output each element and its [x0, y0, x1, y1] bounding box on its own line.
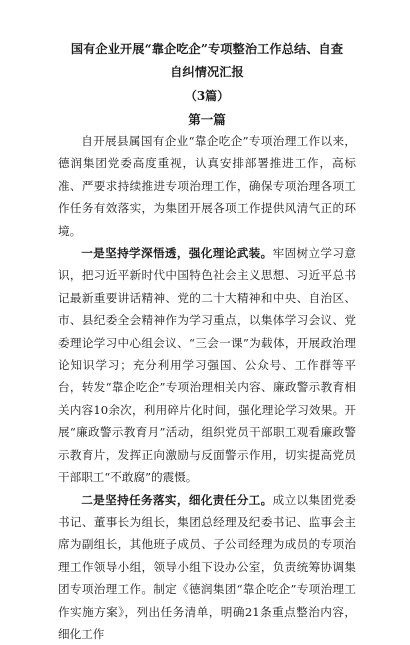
paragraph-1-body: 牢固树立学习意识，把习近平新时代中国特色社会主义思想、习近平总书记最新重要讲话精神、党的二十大精神和中央、自治区、市、县纪委全会精神作为学习重点，以集体学习会议、党委理论学习中心组会议、“三会一课”为载体，开展政治理论知识学习；充分利用学习强国、公众号、工作群等平台，转发“靠企吃企”专项治理相关内容、廉政警示教育相关内容10余次，利用碎片化时间，强化理论学习效果。开展“廉政警示教育月”活动，组织党员干部职工观看廉政警示教育片，发挥正向激励与反面警示作用，切实提高党员干部职工“不敢腐”的震慑。 — [58, 246, 356, 484]
article-count: （3篇） — [58, 85, 356, 107]
section-title: 第一篇 — [58, 109, 356, 130]
paragraph-2-body: 成立以集团党委书记、董事长为组长，集团总经理及纪委书记、监事会主席为副组长，其他班子成员、子公司经理为成员的专项治理工作领导小组，领导小组下设办公室，负责统筹协调集团专项治理工作。制定《德润集团“靠企吃企”专项治理工作实施方案》，列出任务清单，明确21条重点整治内容，细化工作 — [58, 493, 356, 641]
paragraph-1 — [58, 242, 356, 488]
intro-paragraph: 自开展县属国有企业“靠企吃企”专项治理工作以来，德润集团党委高度重视，认真安排部署推进工作，高标准、严要求持续推进专项治理工作，确保专项治理各项工作任务有效落实，为集团开展各项工作提供风清气正的环境。 — [58, 130, 356, 242]
paragraph-2-heading: 二是坚持任务落实，细化责任分工。 — [81, 493, 272, 507]
document-title-line-1: 国有企业开展“靠企吃企”专项整治工作总结、自查 — [58, 38, 356, 61]
paragraph-2 — [58, 489, 356, 645]
document-title-line-2: 自纠情况汇报 — [58, 61, 356, 84]
paragraph-1-heading: 一是坚持学深悟透，强化理论武装。 — [81, 246, 272, 260]
